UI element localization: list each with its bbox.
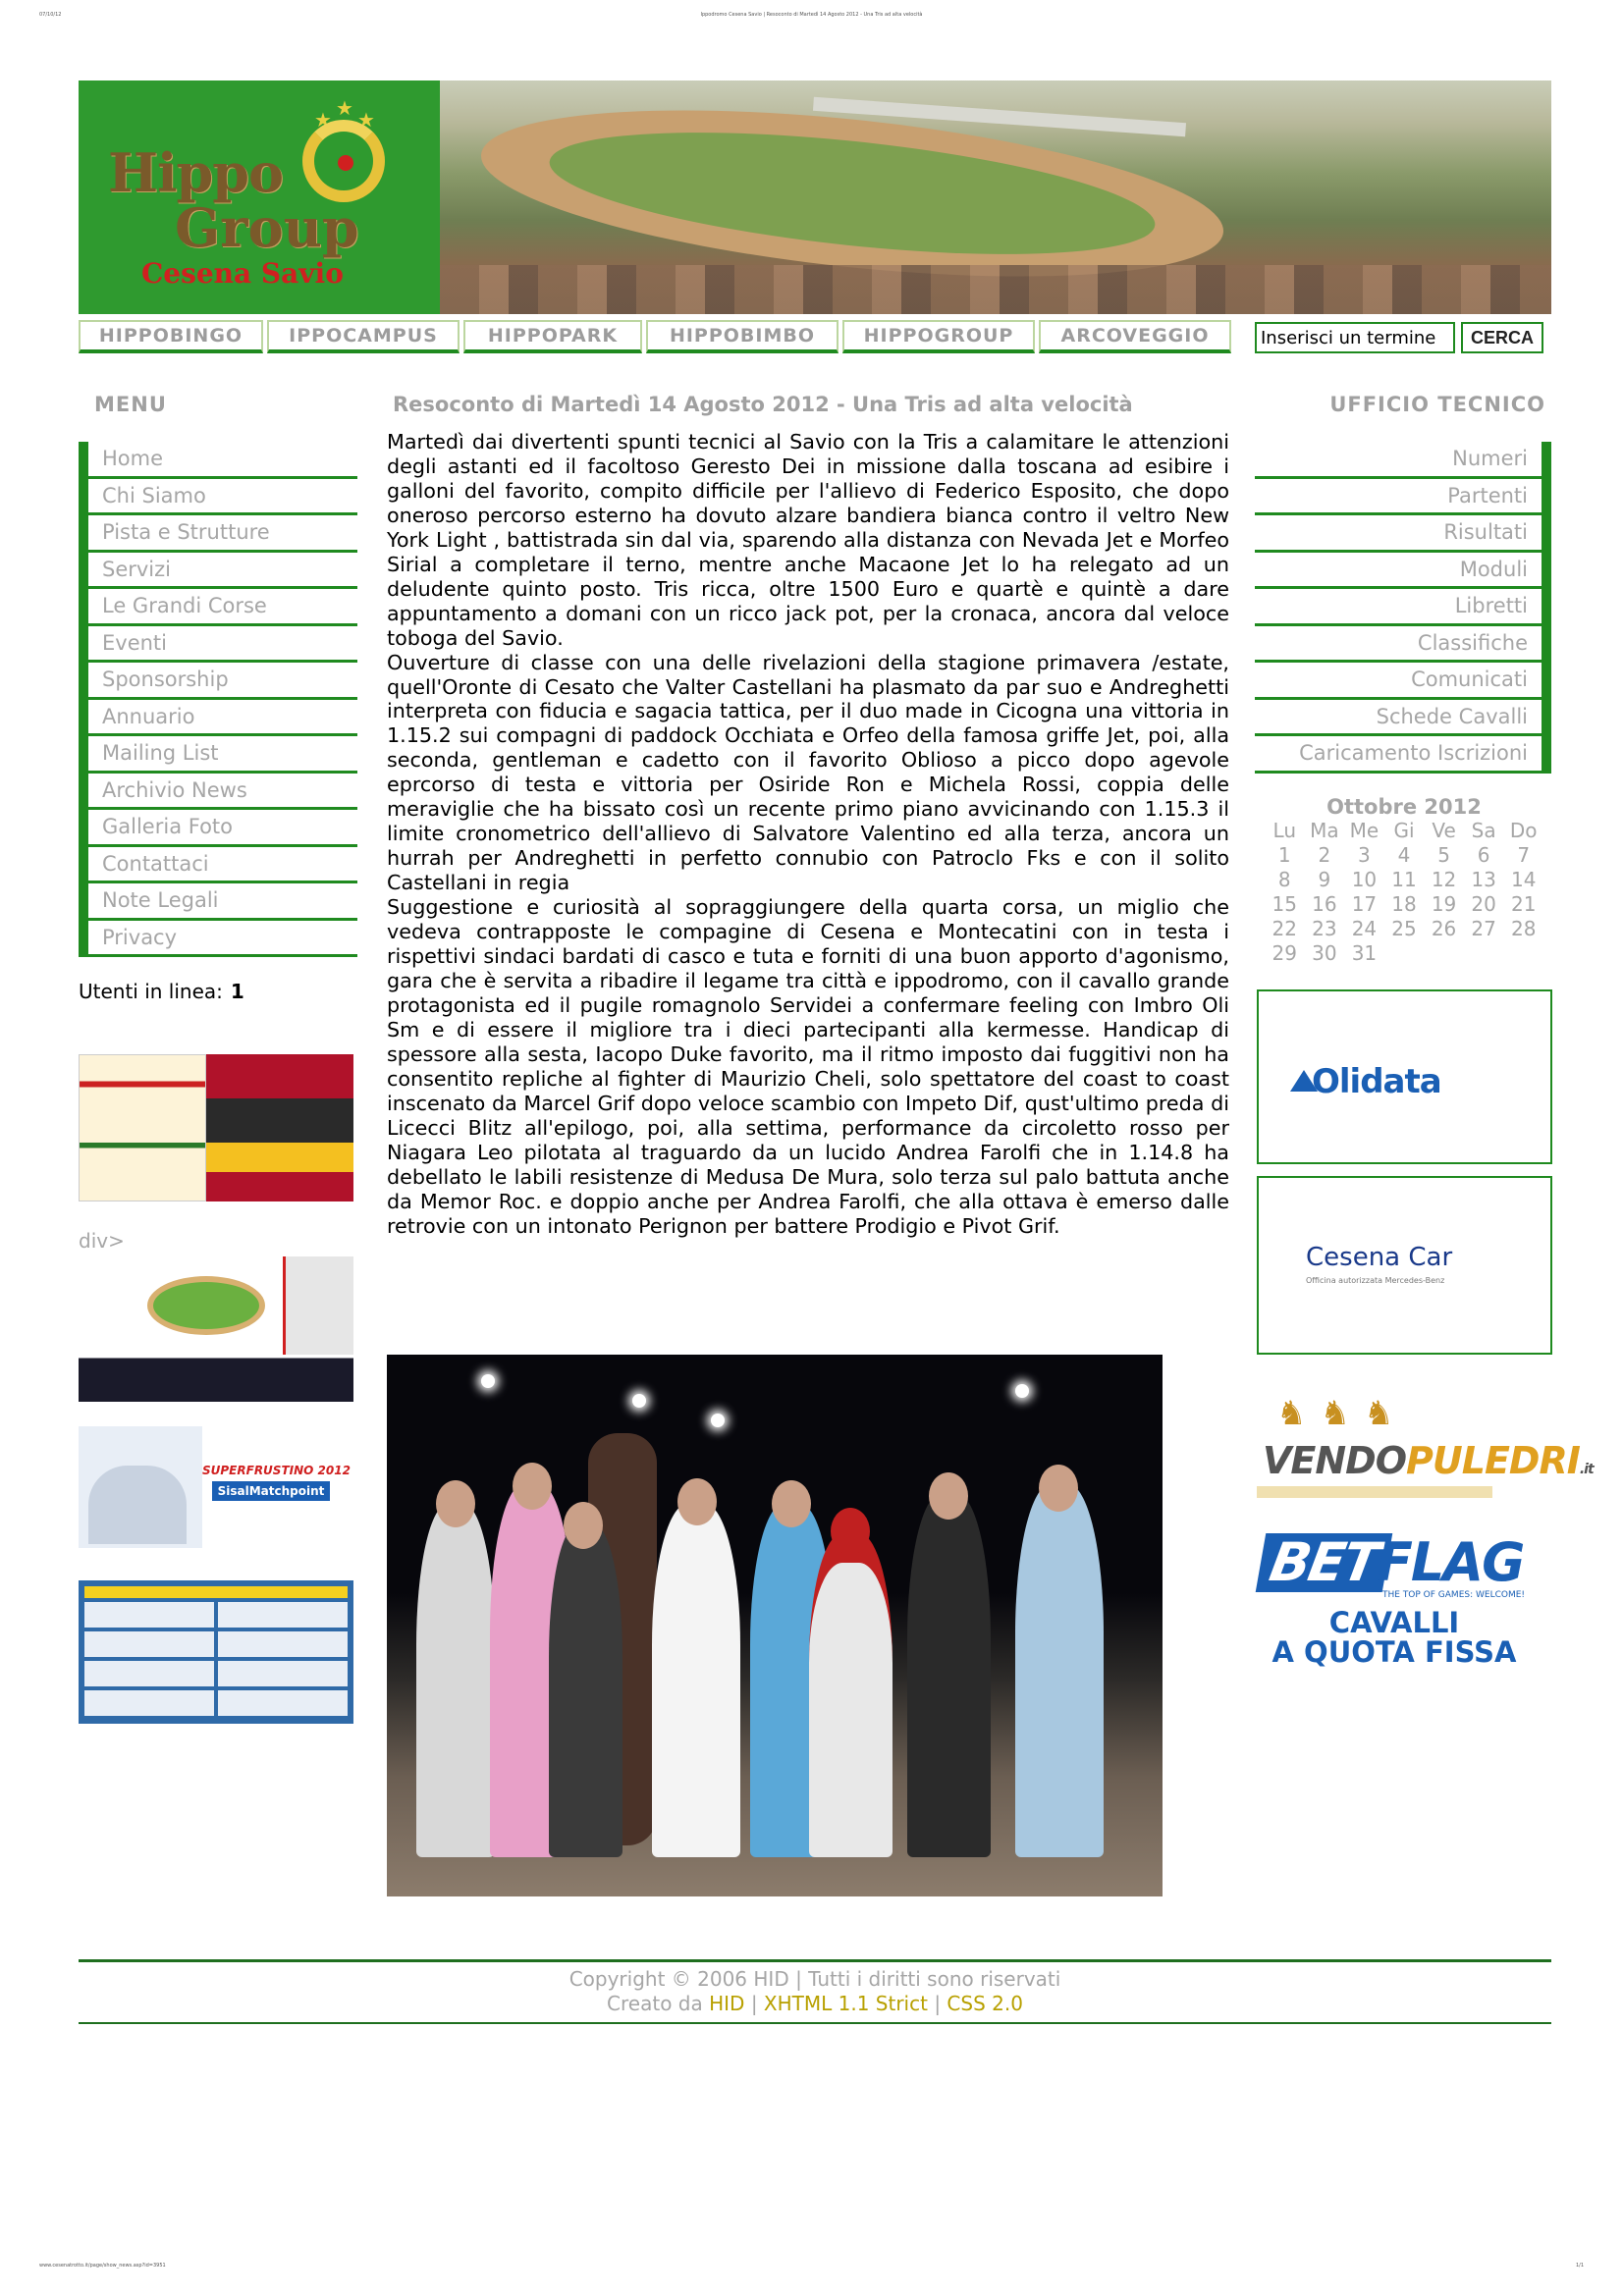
vendo-tld: .it bbox=[1579, 1462, 1594, 1477]
calendar-day[interactable]: 14 bbox=[1510, 868, 1537, 891]
calendar-day[interactable]: 25 bbox=[1391, 917, 1417, 940]
superfrustino-flyer[interactable]: SUPERFRUSTINO 2012 SisalMatchpoint bbox=[79, 1426, 353, 1548]
menu-item-annuario[interactable]: Annuario bbox=[79, 700, 357, 737]
calendar-day[interactable]: 19 bbox=[1431, 892, 1457, 916]
nav-hippobingo[interactable]: HIPPOBINGO bbox=[79, 320, 263, 353]
calendar-day[interactable]: 4 bbox=[1397, 843, 1411, 867]
footer-divider-bottom bbox=[79, 2022, 1551, 2024]
cesenacar-subtext: Officina autorizzata Mercedes-Benz bbox=[1306, 1276, 1445, 1285]
menu-item-contattaci[interactable]: Contattaci bbox=[79, 847, 357, 884]
search-button[interactable]: CERCA bbox=[1461, 322, 1543, 353]
calendar-day[interactable]: 27 bbox=[1471, 917, 1496, 940]
nav-arcoveggio[interactable]: ARCOVEGGIO bbox=[1039, 320, 1231, 353]
office-item-schede-cavalli[interactable]: Schede Cavalli bbox=[1255, 700, 1551, 737]
office-item-moduli[interactable]: Moduli bbox=[1255, 553, 1551, 590]
horse-icons: ♞♞♞ bbox=[1276, 1394, 1408, 1433]
calendar-day[interactable]: 15 bbox=[1271, 892, 1297, 916]
menu-item-chi-siamo[interactable]: Chi Siamo bbox=[79, 479, 357, 516]
office-item-risultati[interactable]: Risultati bbox=[1255, 515, 1551, 553]
menu-item-galleria-foto[interactable]: Galleria Foto bbox=[79, 810, 357, 847]
xhtml-link[interactable]: XHTML 1.1 Strict bbox=[763, 1992, 928, 2015]
betflag-tagline: THE TOP OF GAMES: WELCOME! bbox=[1382, 1590, 1526, 1600]
search-input[interactable] bbox=[1255, 322, 1455, 353]
calendar-day[interactable]: 2 bbox=[1318, 843, 1331, 867]
calendar-day[interactable]: 9 bbox=[1318, 868, 1331, 891]
calendar-day[interactable]: 31 bbox=[1351, 941, 1378, 965]
copyright-text: Copyright © 2006 HID | Tutti i diritti sono riservati bbox=[568, 1967, 1061, 1991]
footer bbox=[79, 1967, 1551, 2016]
menu-item-eventi[interactable]: Eventi bbox=[79, 626, 357, 664]
css-link[interactable]: CSS 2.0 bbox=[947, 1992, 1023, 2015]
menu-item-note-legali[interactable]: Note Legali bbox=[79, 883, 357, 921]
racetrack-aerial-photo bbox=[440, 80, 1551, 314]
calendar-weekday: Sa bbox=[1471, 819, 1496, 842]
calendar-day[interactable]: 3 bbox=[1358, 843, 1371, 867]
nav-hippogroup[interactable]: HIPPOGROUP bbox=[842, 320, 1035, 353]
hippogroup-logo[interactable] bbox=[79, 80, 440, 314]
menu-item-home[interactable]: Home bbox=[79, 442, 357, 479]
cesenacar-text: Cesena Car bbox=[1306, 1243, 1453, 1272]
print-date: 07/10/12 bbox=[39, 12, 62, 18]
office-heading: UFFICIO TECNICO bbox=[1329, 393, 1545, 416]
logo-hippo-text: Hippo bbox=[108, 141, 284, 204]
online-users bbox=[79, 980, 244, 1003]
print-url: www.cesenatrotto.it/page/show_news.asp?id=3951 bbox=[39, 2263, 166, 2269]
separator: | bbox=[934, 1992, 942, 2015]
menu-item-sponsorship[interactable]: Sponsorship bbox=[79, 663, 357, 700]
calendar bbox=[1265, 795, 1543, 966]
logo-subtitle: Cesena Savio bbox=[141, 257, 344, 290]
betflag-logo-bet: BET bbox=[1256, 1533, 1392, 1592]
cesenacar-ad[interactable] bbox=[1257, 1176, 1552, 1355]
logo-dot bbox=[338, 155, 353, 171]
created-by-label: Creato da bbox=[607, 1992, 703, 2015]
calendar-weekday: Ve bbox=[1432, 819, 1456, 842]
nav-ippocampus[interactable]: IPPOCAMPUS bbox=[267, 320, 460, 353]
search-form bbox=[1255, 322, 1543, 353]
print-title: Ippodromo Cesena Savio | Resoconto di Martedì 14 Agosto 2012 - Una Tris ad alta velocità bbox=[700, 12, 923, 18]
calendar-day[interactable]: 28 bbox=[1510, 917, 1537, 940]
star-icon: ★ bbox=[314, 108, 332, 132]
nav-hippobimbo[interactable]: HIPPOBIMBO bbox=[646, 320, 839, 353]
betflag-cavalli: CAVALLI bbox=[1328, 1606, 1460, 1639]
calendar-day[interactable]: 23 bbox=[1312, 917, 1337, 940]
calendar-day[interactable]: 18 bbox=[1391, 892, 1417, 916]
star-icon: ★ bbox=[336, 96, 353, 120]
calendar-day[interactable]: 6 bbox=[1477, 843, 1490, 867]
event-flyer-1[interactable] bbox=[79, 1054, 353, 1201]
olidata-text: Olidata bbox=[1312, 1062, 1441, 1101]
hid-link[interactable]: HID bbox=[709, 1992, 745, 2015]
calendar-day[interactable]: 13 bbox=[1471, 868, 1496, 891]
vendopuledri-logo bbox=[1263, 1439, 1594, 1482]
calendar-day[interactable]: 5 bbox=[1437, 843, 1450, 867]
office-item-classifiche[interactable]: Classifiche bbox=[1255, 626, 1551, 664]
calendar-day[interactable]: 7 bbox=[1517, 843, 1531, 867]
office-item-caricamento-iscrizioni[interactable]: Caricamento Iscrizioni bbox=[1255, 736, 1551, 774]
calendar-day[interactable]: 8 bbox=[1277, 868, 1291, 891]
calendar-grid bbox=[1265, 819, 1543, 966]
menu-item-archivio-news[interactable]: Archivio News bbox=[79, 774, 357, 811]
article-paragraph: Ouverture di classe con una delle rivelazioni della stagione primavera /estate, quell'Oronte di Cesato che Valter Castellani ha plasmato da par suo e Andreghetti interpreta con fiducia e sagacia tattica, per il duo made in Cicogna una vittoria in 1.15.2 sui compagni di paddock Occhiata e Orfeo della famosa griffe Jet, poi, alla seconda, gentleman e cadetto con il favorito Oblioso a picco dopo agevole eprcorso di testa e vittoria per Osiride Ron e Michela Rossi, coppia delle meraviglie che ha bissato così un recente primo piano avvicinando con 1.15.3 il limite cronometrico dell'allievo di Salvatore Valentino ed alla terza, ancora un hurrah per Andreghetti in perfetto connubio con Patroclo Fks e con il solito Castellani in regia bbox=[387, 650, 1229, 895]
menu-item-servizi[interactable]: Servizi bbox=[79, 553, 357, 590]
calendar-day[interactable]: 24 bbox=[1351, 917, 1378, 940]
calendar-weekday: Lu bbox=[1272, 819, 1297, 842]
calendar-day[interactable]: 1 bbox=[1277, 843, 1291, 867]
nav-hippopark[interactable]: HIPPOPARK bbox=[463, 320, 642, 353]
calendar-weekday: Ma bbox=[1310, 819, 1339, 842]
office-menu bbox=[1255, 442, 1551, 774]
calendar-title[interactable]: Ottobre 2012 bbox=[1326, 795, 1482, 819]
office-item-partenti[interactable]: Partenti bbox=[1255, 479, 1551, 516]
photo-buildings bbox=[440, 265, 1551, 314]
footer-divider bbox=[79, 1959, 1551, 1962]
menu-item-grandi-corse[interactable]: Le Grandi Corse bbox=[79, 589, 357, 626]
main-menu bbox=[79, 442, 357, 957]
calendar-weekday: Me bbox=[1349, 819, 1380, 842]
menu-heading: MENU bbox=[94, 393, 167, 416]
calendar-day[interactable]: 26 bbox=[1431, 917, 1457, 940]
calendar-day[interactable]: 30 bbox=[1312, 941, 1337, 965]
article-paragraph: Suggestione e curiosità al sopraggiungere della quarta corsa, un miglio che vedeva contrapposte le compagine di Cesena e Montecatini con in testa i rispettivi sindaci bardati di casco e tuta e forniti di una buon apporto d'agonismo, gara che è servita a ribadire il legame tra città e ippodromo, con il cavallo grande protagonista ed il pugile romagnolo Servidei a confermare feeling con Imbro Oli Sm e di essere il migliore tra i dieci partecipanti alla kermesse. Handicap di spessore alla sesta, Iacopo Duke favorito, ma il ritmo imposto dai fuggitivi non ha consentito repliche al fighter di Maurizio Cheli, solo spettatore del coast to coast inscenato da Marcel Grif dopo veloce scambio con Impeto Dif, qust'ultimo preda di Licecci Blitz all'epilogo, poi, alla settima, performance da circoletto rosso per Niagara Leo pilotata al traguardo da un lucido Andrea Farolfi che in 1.14.8 ha debellato le labili resistenze di Medusa De Mura, solo terza sul palo battuta anche da Memor Roc. e doppio anche per Andrea Farolfi, che alla ottava è emerso dalle retrovie con un intonato Perignon per battere Prodigio e Pivot Grif. bbox=[387, 895, 1229, 1238]
betflag-quota: A QUOTA FISSA bbox=[1271, 1635, 1517, 1669]
logo-group-text: Group bbox=[175, 196, 359, 259]
winners-photo bbox=[387, 1355, 1163, 1896]
calendar-day[interactable]: 11 bbox=[1391, 868, 1417, 891]
separator: | bbox=[750, 1992, 758, 2015]
online-users-count: 1 bbox=[230, 980, 244, 1003]
calendar-day[interactable]: 29 bbox=[1271, 941, 1297, 965]
star-icon: ★ bbox=[357, 108, 375, 132]
betflag-logo-flag: FLAG bbox=[1377, 1531, 1524, 1593]
online-users-label: Utenti in linea: bbox=[79, 980, 223, 1003]
puledri-text: PULEDRI bbox=[1406, 1439, 1580, 1482]
olidata-ad[interactable] bbox=[1257, 989, 1552, 1164]
calendar-day[interactable]: 16 bbox=[1312, 892, 1337, 916]
calendar-day[interactable]: 10 bbox=[1351, 868, 1378, 891]
menu-item-mailing-list[interactable]: Mailing List bbox=[79, 736, 357, 774]
article-title: Resoconto di Martedì 14 Agosto 2012 - Una Tris ad alta velocità bbox=[393, 393, 1133, 416]
calendar-day[interactable]: 17 bbox=[1351, 892, 1378, 916]
calendar-day[interactable]: 22 bbox=[1271, 917, 1297, 940]
calendar-day[interactable]: 21 bbox=[1510, 892, 1537, 916]
vendopuledri-ad[interactable] bbox=[1257, 1384, 1594, 1502]
calendar-day[interactable]: 20 bbox=[1471, 892, 1496, 916]
hippopark-flyer[interactable] bbox=[79, 1256, 353, 1402]
office-item-numeri[interactable]: Numeri bbox=[1255, 442, 1551, 479]
calendar-weekday: Do bbox=[1509, 819, 1538, 842]
calendar-weekday: Gi bbox=[1393, 819, 1415, 842]
article-body bbox=[387, 430, 1229, 1238]
site-banner bbox=[79, 80, 1551, 314]
office-item-comunicati[interactable]: Comunicati bbox=[1255, 663, 1551, 700]
menu-item-pista[interactable]: Pista e Strutture bbox=[79, 515, 357, 553]
drivers-flyer[interactable] bbox=[79, 1580, 353, 1724]
vendo-text: VENDO bbox=[1263, 1439, 1407, 1482]
office-item-libretti[interactable]: Libretti bbox=[1255, 589, 1551, 626]
credits bbox=[79, 1992, 1551, 2016]
print-page-number: 1/1 bbox=[1575, 2263, 1584, 2269]
article-paragraph: Martedì dai divertenti spunti tecnici al Savio con la Tris a calamitare le attenzioni degli astanti ed il facoltoso Geresto Dei in missione dalla toscana ad esibire i galloni del favorito, compito difficile per l'allievo di Federico Esposito, che dopo oneroso percorso esterno ha dovuto alzare bandiera bianca contro il veltro New York Light , battistrada sin dal via, sparendo alla distanza con Nevada Jet e Morfeo Sirial a completare il terno, mentre anche Macaone Jet lo ha relegato ad un deludente quinto posto. Tris ricca, oltre 1500 Euro e quartè e quintè a dare appuntamento a domani con un ricco jack pot, per la cronaca, ancora dal veloce toboga del Savio. bbox=[387, 430, 1229, 650]
calendar-day[interactable]: 12 bbox=[1431, 868, 1457, 891]
menu-item-privacy[interactable]: Privacy bbox=[79, 921, 357, 958]
betflag-ad[interactable] bbox=[1257, 1529, 1532, 1667]
stray-markup-text: div> bbox=[79, 1229, 125, 1253]
